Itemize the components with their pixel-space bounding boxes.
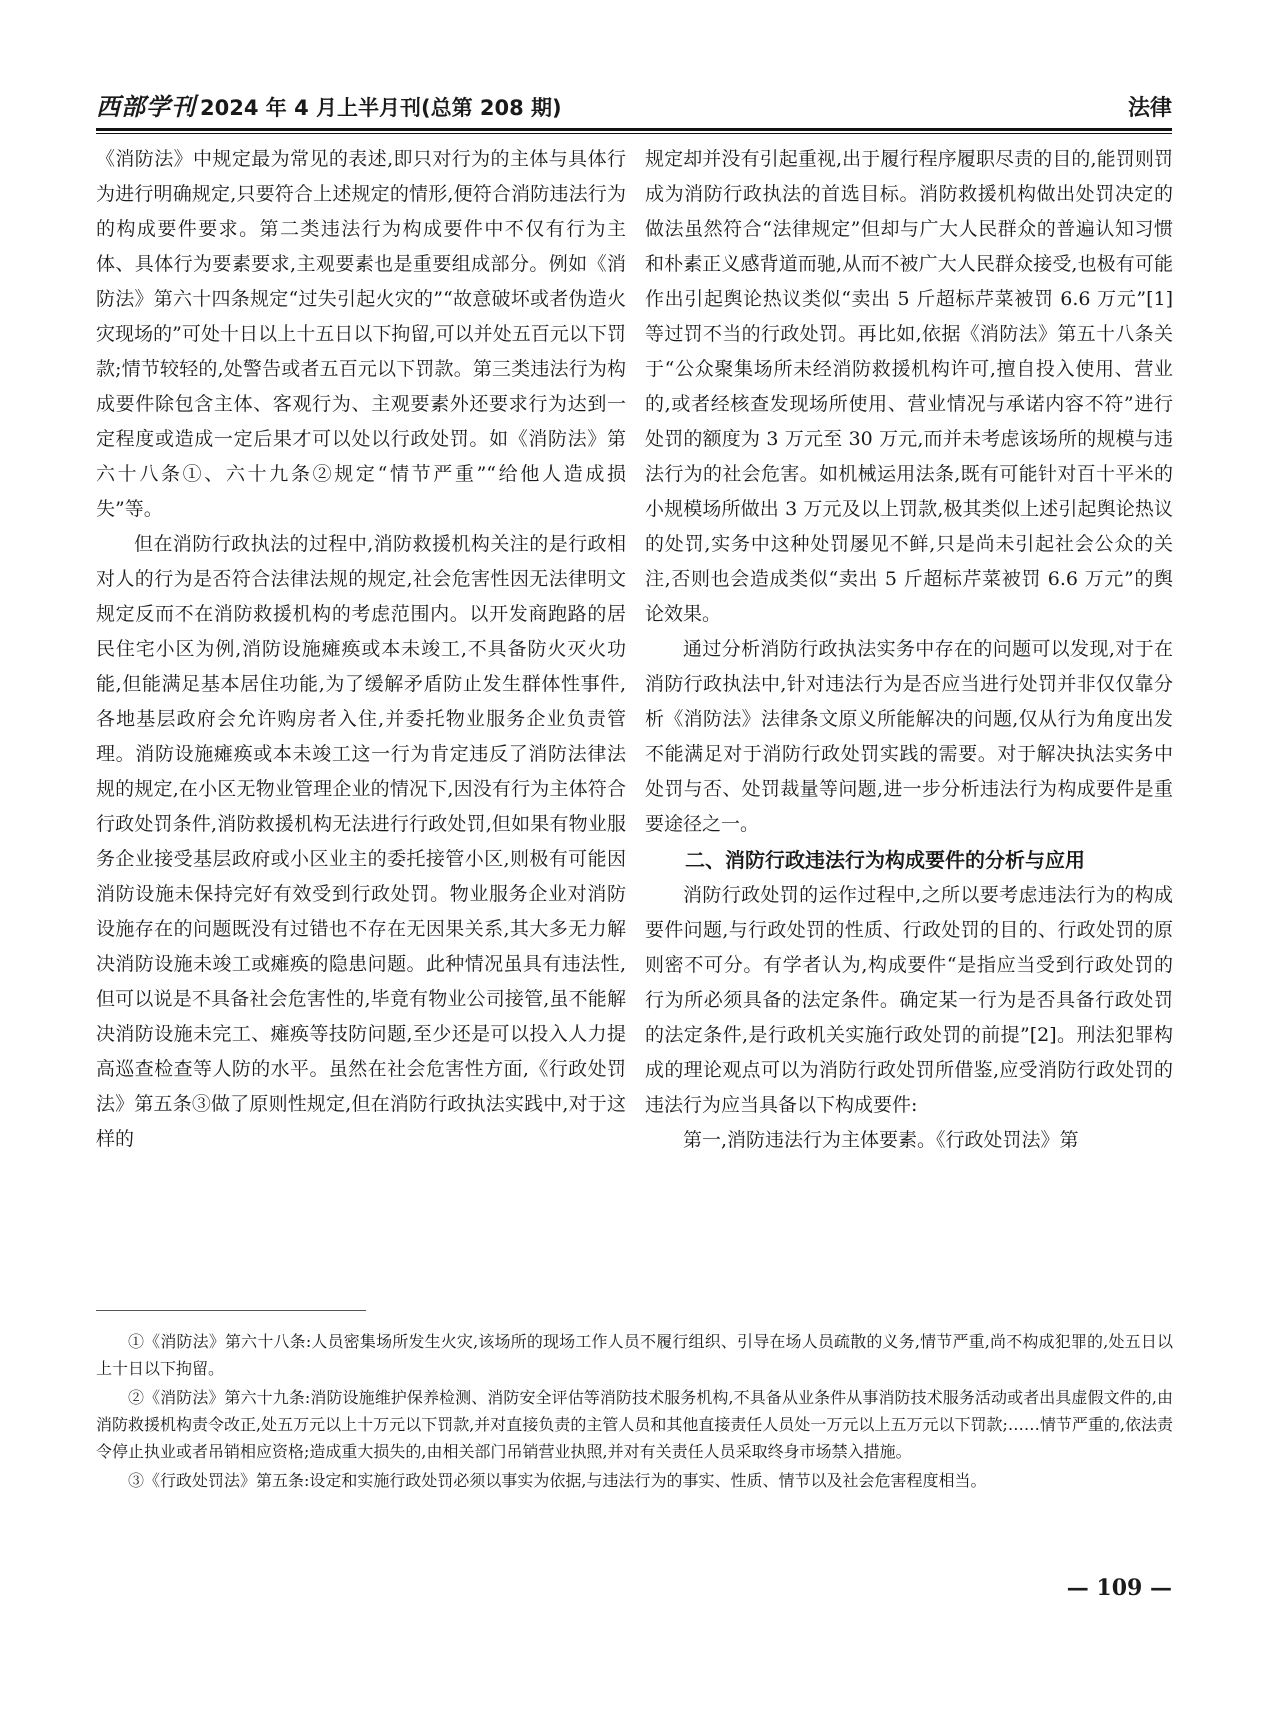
header-rule-thick [96,128,1172,131]
left-paragraph-1: 《消防法》中规定最为常见的表述,即只对行为的主体与具体行为进行明确规定,只要符合上述规定的情形,便符合消防违法行为的构成要件要求。第二类违法行为构成要件中不仅有行为主体、具体行为要素要求,主观要素也是重要组成部分。例如《消防法》第六十四条规定“过失引起火灾的”“故意破坏或者伪造火灾现场的”可处十日以上十五日以下拘留,可以并处五百元以下罚款;情节较轻的,处警告或者五百元以下罚款。第三类违法行为构成要件除包含主体、客观行为、主观要素外还要求行为达到一定程度或造成一定后果才可以处以行政处罚。如《消防法》第六十八条①、六十九条②规定“情节严重”“给他人造成损失”等。 [96,148,626,520]
section-heading: 二、消防行政违法行为构成要件的分析与应用 [685,848,1085,872]
right-paragraph-2: 通过分析消防行政执法实务中存在的问题可以发现,对于在消防行政执法中,针对违法行为是否应当进行处罚并非仅仅靠分析《消防法》法律条文原义所能解决的问题,仅从行为角度出发不能满足对于消防行政处罚实践的需要。对于解决执法实务中处罚与否、处罚裁量等问题,进一步分析违法行为构成要件是重要途径之一。 [645,638,1173,835]
issue-label: 2024 年 4 月上半月刊(总第 208 期) [200,96,562,120]
footnotes [96,1328,1173,1496]
header-left [96,87,562,122]
right-column [645,142,1173,1158]
footnote-divider [96,1310,366,1311]
right-paragraph-4: 第一,消防违法行为主体要素。《行政处罚法》第 [683,1129,1079,1151]
page-header [96,88,1172,122]
header-rule-thin [96,133,1172,134]
page-number: — 109 — [1066,1575,1172,1601]
right-paragraph-3: 消防行政处罚的运作过程中,之所以要考虑违法行为的构成要件问题,与行政处罚的性质、行政处罚的目的、行政处罚的原则密不可分。有学者认为,构成要件“是指应当受到行政处罚的行为所必须具备的法定条件。确定某一行为是否具备行政处罚的法定条件,是行政机关实施行政处罚的前提”[2]。刑法犯罪构成的理论观点可以为消防行政处罚所借鉴,应受消防行政处罚的违法行为应当具备以下构成要件: [645,884,1173,1116]
footnote-1: ①《消防法》第六十八条:人员密集场所发生火灾,该场所的现场工作人员不履行组织、引导在场人员疏散的义务,情节严重,尚不构成犯罪的,处五日以上十日以下拘留。 [96,1332,1173,1378]
right-paragraph-1: 规定却并没有引起重视,出于履行程序履职尽责的目的,能罚则罚成为消防行政执法的首选目标。消防救援机构做出处罚决定的做法虽然符合“法律规定”但却与广大人民群众的普遍认知习惯和朴素正义感背道而驰,从而不被广大人民群众接受,也极有可能作出引起舆论热议类似“卖出 5 斤超标芹菜被罚 6.6 万元”[1]等过罚不当的行政处罚。再比如,依据《消防法》第五十八条关于“公众聚集场所未经消防救援机构许可,擅自投入使用、营业的,或者经核查发现场所使用、营业情况与承诺内容不符”进行处罚的额度为 3 万元至 30 万元,而并未考虑该场所的规模与违法行为的社会危害。如机械运用法条,既有可能针对百十平米的小规模场所做出 3 万元及以上罚款,极其类似上述引起舆论热议的处罚,实务中这种处罚屡见不鲜,只是尚未引起社会公众的关注,否则也会造成类似“卖出 5 斤超标芹菜被罚 6.6 万元”的舆论效果。 [645,148,1173,625]
journal-logo: 西部学刊 [96,92,196,121]
footnote-3: ③《行政处罚法》第五条:设定和实施行政处罚必须以事实为依据,与违法行为的事实、性质、情节以及社会危害程度相当。 [128,1471,987,1490]
footnote-2: ②《消防法》第六十九条:消防设施维护保养检测、消防安全评估等消防技术服务机构,不具备从业条件从事消防技术服务活动或者出具虚假文件的,由消防救援机构责令改正,处五万元以上十万元以下罚款,并对直接负责的主管人员和其他直接责任人员处一万元以上五万元以下罚款;……情节严重的,依法责令停止执业或者吊销相应资格;造成重大损失的,由相关部门吊销营业执照,并对有关责任人员采取终身市场禁入措施。 [96,1388,1173,1461]
section-label: 法律 [1127,96,1172,121]
left-paragraph-2: 但在消防行政执法的过程中,消防救援机构关注的是行政相对人的行为是否符合法律法规的规定,社会危害性因无法律明文规定反而不在消防救援机构的考虑范围内。以开发商跑路的居民住宅小区为例,消防设施瘫痪或本未竣工,不具备防火灭火功能,但能满足基本居住功能,为了缓解矛盾防止发生群体性事件,各地基层政府会允许购房者入住,并委托物业服务企业负责管理。消防设施瘫痪或本未竣工这一行为肯定违反了消防法律法规的规定,在小区无物业管理企业的情况下,因没有行为主体符合行政处罚条件,消防救援机构无法进行行政处罚,但如果有物业服务企业接受基层政府或小区业主的委托接管小区,则极有可能因消防设施未保持完好有效受到行政处罚。物业服务企业对消防设施存在的问题既没有过错也不存在无因果关系,其大多无力解决消防设施未竣工或瘫痪的隐患问题。此种情况虽具有违法性,但可以说是不具备社会危害性的,毕竟有物业公司接管,虽不能解决消防设施未完工、瘫痪等技防问题,至少还是可以投入人力提高巡查检查等人防的水平。虽然在社会危害性方面,《行政处罚法》第五条③做了原则性规定,但在消防行政执法实践中,对于这样的 [96,533,626,1150]
left-column [96,142,626,1157]
